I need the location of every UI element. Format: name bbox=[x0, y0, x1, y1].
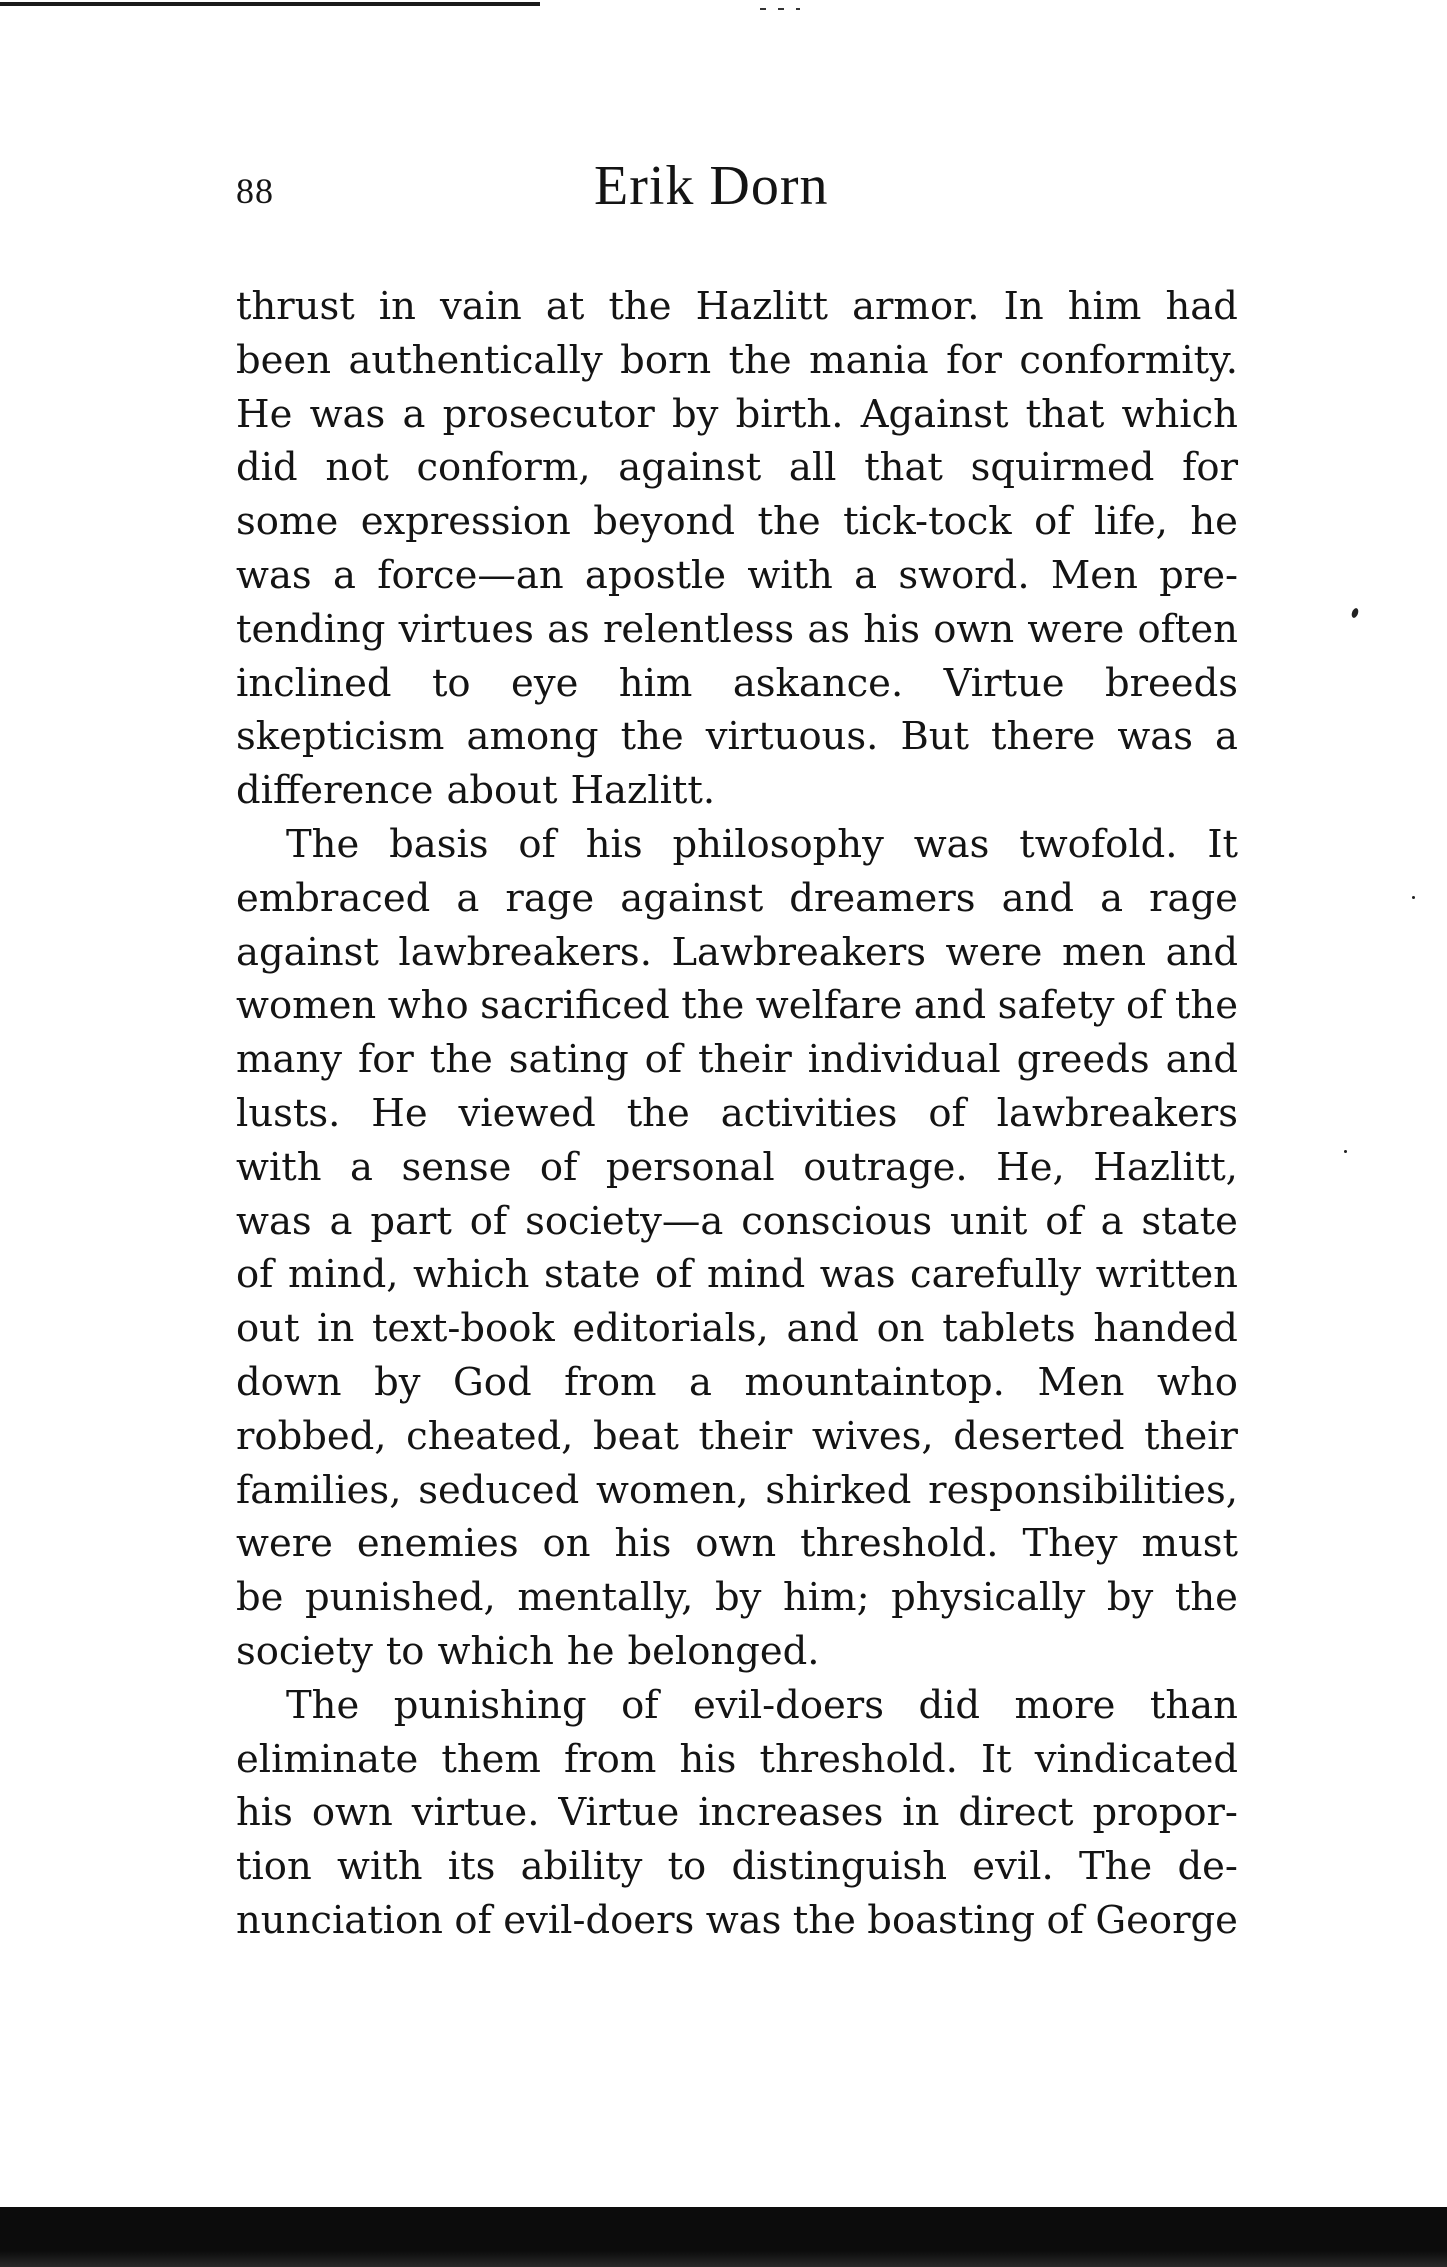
word: conscious bbox=[741, 1198, 933, 1244]
word: of bbox=[644, 1037, 683, 1083]
word: against bbox=[236, 929, 379, 975]
word: welfare bbox=[755, 983, 903, 1029]
word: safety bbox=[997, 983, 1115, 1029]
word: belonged. bbox=[627, 1628, 820, 1674]
word: and bbox=[786, 1306, 859, 1352]
word: the bbox=[1174, 983, 1238, 1029]
word: handed bbox=[1093, 1306, 1238, 1352]
word: the bbox=[429, 1037, 493, 1083]
word: The bbox=[286, 1682, 360, 1728]
word: his bbox=[614, 1521, 672, 1567]
word: who bbox=[1156, 1359, 1238, 1405]
word: as bbox=[807, 606, 851, 652]
word: difference bbox=[236, 768, 434, 814]
word: own bbox=[311, 1790, 393, 1836]
word: authentically bbox=[348, 337, 603, 383]
word: evil-doers bbox=[693, 1682, 884, 1728]
word: by bbox=[714, 1575, 762, 1621]
scan-bottom-bar bbox=[0, 2207, 1447, 2251]
word: Lawbreakers bbox=[671, 929, 926, 975]
word: of bbox=[655, 1252, 693, 1298]
word: The bbox=[1078, 1844, 1153, 1890]
word: families, bbox=[236, 1467, 402, 1513]
word: been bbox=[236, 337, 332, 383]
word: were bbox=[236, 1521, 333, 1567]
scan-bottom-bar-edge bbox=[0, 2251, 1447, 2267]
word: of bbox=[539, 1144, 578, 1190]
word: responsibilities, bbox=[928, 1467, 1238, 1513]
word: physically bbox=[891, 1575, 1086, 1621]
text-line bbox=[236, 603, 1238, 657]
word: tending bbox=[236, 606, 386, 652]
word: direct bbox=[958, 1790, 1074, 1836]
word: expression bbox=[360, 499, 571, 545]
word: was bbox=[819, 1252, 896, 1298]
word: Hazlitt. bbox=[570, 768, 716, 814]
word: written bbox=[1095, 1252, 1238, 1298]
text-line bbox=[236, 1087, 1238, 1141]
word: seduced bbox=[418, 1467, 580, 1513]
word: a bbox=[1215, 714, 1238, 760]
word: de- bbox=[1177, 1844, 1238, 1890]
word: with bbox=[236, 1144, 322, 1190]
text-line bbox=[236, 1679, 1238, 1733]
running-head-title: Erik Dorn bbox=[594, 155, 829, 217]
word: personal bbox=[605, 1144, 775, 1190]
word: conform, bbox=[416, 445, 591, 491]
word: It bbox=[1207, 821, 1238, 867]
word: the bbox=[792, 1897, 856, 1943]
word: Virtue bbox=[558, 1790, 680, 1836]
word: of bbox=[1046, 1897, 1084, 1943]
word: by bbox=[1106, 1575, 1154, 1621]
word: in bbox=[317, 1306, 355, 1352]
word: which bbox=[413, 1252, 530, 1298]
word: women bbox=[236, 983, 377, 1029]
word: activities bbox=[720, 1090, 898, 1136]
text-line bbox=[236, 334, 1238, 388]
word: individual bbox=[807, 1037, 1001, 1083]
word: God bbox=[453, 1359, 532, 1405]
word: Men bbox=[1037, 1359, 1125, 1405]
text-line bbox=[236, 388, 1238, 442]
word: their bbox=[698, 1413, 793, 1459]
word: beat bbox=[593, 1413, 679, 1459]
word: eye bbox=[511, 660, 579, 706]
word: which bbox=[1121, 391, 1238, 437]
word: viewed bbox=[458, 1090, 596, 1136]
word: some bbox=[236, 499, 339, 545]
word: relentless bbox=[602, 606, 795, 652]
text-line bbox=[236, 710, 1238, 764]
word: of bbox=[1126, 983, 1164, 1029]
word: vindicated bbox=[1034, 1736, 1238, 1782]
word: thrust bbox=[236, 284, 355, 329]
word: evil-doers bbox=[503, 1897, 695, 1943]
word: more bbox=[1014, 1682, 1116, 1728]
word: his bbox=[585, 821, 643, 867]
word: him bbox=[618, 660, 693, 706]
word: and bbox=[1165, 929, 1238, 975]
word: enemies bbox=[356, 1521, 519, 1567]
word: and bbox=[1165, 1037, 1238, 1083]
word: he bbox=[1190, 499, 1238, 545]
word: Hazlitt, bbox=[1093, 1144, 1238, 1190]
word: out bbox=[236, 1306, 300, 1352]
word: threshold. bbox=[759, 1736, 958, 1782]
word: were bbox=[1027, 606, 1125, 652]
scan-speck bbox=[1350, 607, 1359, 618]
word: was bbox=[236, 552, 312, 598]
word: dreamers bbox=[789, 875, 976, 921]
word: many bbox=[236, 1037, 343, 1083]
word: life, bbox=[1093, 499, 1168, 545]
text-line bbox=[236, 1840, 1238, 1894]
word: askance. bbox=[732, 660, 904, 706]
word: of bbox=[1034, 499, 1072, 545]
word: a bbox=[689, 1359, 713, 1405]
word: in bbox=[378, 284, 416, 329]
word: embraced bbox=[236, 875, 431, 921]
word: pre- bbox=[1159, 552, 1238, 598]
word: own bbox=[933, 606, 1015, 652]
word: squirmed bbox=[970, 445, 1155, 491]
word: a bbox=[329, 1198, 353, 1244]
word: of bbox=[518, 821, 556, 867]
word: about bbox=[446, 768, 558, 814]
word: virtue. bbox=[411, 1790, 540, 1836]
word: was bbox=[913, 821, 990, 867]
word: him bbox=[1067, 284, 1142, 329]
word: sating bbox=[508, 1037, 629, 1083]
text-line bbox=[236, 1248, 1238, 1302]
scan-speck bbox=[1344, 1150, 1347, 1153]
word: prosecutor bbox=[442, 391, 655, 437]
word: shirked bbox=[765, 1467, 912, 1513]
word: carefully bbox=[910, 1252, 1082, 1298]
word: the bbox=[757, 499, 821, 545]
word: not bbox=[325, 445, 389, 491]
word: breeds bbox=[1104, 660, 1238, 706]
word: the bbox=[620, 714, 684, 760]
word: the bbox=[626, 1090, 690, 1136]
word: propor- bbox=[1092, 1790, 1238, 1836]
word: did bbox=[918, 1682, 981, 1728]
word: his bbox=[679, 1736, 737, 1782]
word: editorials, bbox=[572, 1306, 769, 1352]
word: women, bbox=[596, 1467, 749, 1513]
word: ability bbox=[520, 1844, 643, 1890]
word: deserted bbox=[953, 1413, 1125, 1459]
word: by bbox=[672, 391, 719, 437]
text-line bbox=[236, 1571, 1238, 1625]
word: virtues bbox=[398, 606, 534, 652]
word: born bbox=[620, 337, 712, 383]
word: conformity. bbox=[1019, 337, 1238, 383]
word: the bbox=[728, 337, 792, 383]
word: unit bbox=[950, 1198, 1028, 1244]
word: was bbox=[705, 1897, 782, 1943]
word: distinguish bbox=[731, 1844, 948, 1890]
word: against bbox=[620, 875, 764, 921]
word: increases bbox=[698, 1790, 884, 1836]
text-line bbox=[236, 441, 1238, 495]
scan-speck bbox=[1412, 896, 1415, 899]
word: of bbox=[1045, 1198, 1083, 1244]
word: inclined bbox=[236, 660, 392, 706]
word: beyond bbox=[593, 499, 736, 545]
text-line bbox=[236, 1410, 1238, 1464]
text-line bbox=[236, 280, 1238, 334]
word: them bbox=[441, 1736, 541, 1782]
word: must bbox=[1141, 1521, 1238, 1567]
word: vain bbox=[440, 284, 522, 329]
word: text-book bbox=[371, 1306, 555, 1352]
word: mountaintop. bbox=[744, 1359, 1005, 1405]
word: evil. bbox=[972, 1844, 1054, 1890]
word: of bbox=[454, 1897, 492, 1943]
word: part bbox=[370, 1198, 452, 1244]
word: apostle bbox=[584, 552, 727, 598]
text-line bbox=[236, 1464, 1238, 1518]
word: to bbox=[667, 1844, 707, 1890]
word: wives, bbox=[811, 1413, 934, 1459]
text-line bbox=[236, 872, 1238, 926]
word: basis bbox=[389, 821, 489, 867]
text-line bbox=[236, 818, 1238, 872]
word: sword. bbox=[898, 552, 1030, 598]
word: But bbox=[900, 714, 970, 760]
word: his bbox=[236, 1790, 293, 1836]
word: eliminate bbox=[236, 1736, 419, 1782]
word: was bbox=[1117, 714, 1193, 760]
word: which bbox=[437, 1628, 554, 1674]
word: nunciation bbox=[236, 1897, 443, 1943]
word: in bbox=[902, 1790, 940, 1836]
text-line bbox=[236, 1302, 1238, 1356]
word: The bbox=[286, 821, 360, 867]
word: his bbox=[863, 606, 921, 652]
text-line bbox=[236, 764, 1238, 818]
word: with bbox=[337, 1844, 423, 1890]
word: birth. bbox=[735, 391, 844, 437]
word: cheated, bbox=[406, 1413, 574, 1459]
word: rage bbox=[505, 875, 595, 921]
word: was bbox=[236, 1198, 312, 1244]
word: of bbox=[621, 1682, 659, 1728]
text-line bbox=[236, 495, 1238, 549]
text-line bbox=[236, 1033, 1238, 1087]
text-line bbox=[236, 926, 1238, 980]
word: virtuous. bbox=[705, 714, 879, 760]
word: who bbox=[387, 983, 469, 1029]
word: for bbox=[946, 337, 1002, 383]
word: lusts. bbox=[236, 1090, 341, 1136]
word: Against bbox=[860, 391, 1009, 437]
word: threshold. bbox=[800, 1521, 999, 1567]
word: mind, bbox=[287, 1252, 399, 1298]
word: him; bbox=[782, 1575, 870, 1621]
word: twofold. bbox=[1019, 821, 1178, 867]
word: rage bbox=[1149, 875, 1238, 921]
word: on bbox=[876, 1306, 925, 1352]
word: philosophy bbox=[672, 821, 884, 867]
word: men bbox=[1061, 929, 1147, 975]
word: a bbox=[854, 552, 878, 598]
word: punishing bbox=[393, 1682, 587, 1728]
word: of bbox=[469, 1198, 508, 1244]
word: from bbox=[564, 1736, 657, 1782]
word: their bbox=[698, 1037, 792, 1083]
text-line bbox=[236, 1733, 1238, 1787]
word: and bbox=[913, 983, 987, 1029]
word: a bbox=[402, 391, 426, 437]
word: the bbox=[681, 983, 745, 1029]
word: had bbox=[1165, 284, 1238, 329]
word: mind bbox=[706, 1252, 806, 1298]
word: and bbox=[1001, 875, 1074, 921]
word: their bbox=[1144, 1413, 1238, 1459]
page-number: 88 bbox=[236, 171, 274, 211]
word: It bbox=[980, 1736, 1012, 1782]
text-line bbox=[236, 1517, 1238, 1571]
word: of bbox=[236, 1252, 274, 1298]
text-line bbox=[236, 657, 1238, 711]
word: often bbox=[1137, 606, 1238, 652]
word: against bbox=[618, 445, 762, 491]
word: society—a bbox=[525, 1198, 724, 1244]
word: outrage. bbox=[803, 1144, 968, 1190]
word: sacrificed bbox=[480, 983, 670, 1029]
word: that bbox=[864, 445, 943, 491]
word: skepticism bbox=[236, 714, 445, 760]
word: by bbox=[374, 1359, 421, 1405]
word: Men bbox=[1050, 552, 1138, 598]
page-header bbox=[0, 150, 1447, 230]
word: robbed, bbox=[236, 1413, 387, 1459]
word: to bbox=[431, 660, 471, 706]
word: In bbox=[1003, 284, 1044, 329]
word: society bbox=[236, 1628, 373, 1674]
word: Hazlitt bbox=[695, 284, 828, 329]
word: a bbox=[1100, 875, 1124, 921]
word: as bbox=[547, 606, 590, 652]
text-line bbox=[236, 979, 1238, 1033]
word: among bbox=[466, 714, 599, 760]
word: tick-tock bbox=[843, 499, 1012, 545]
word: was bbox=[309, 391, 386, 437]
word: with bbox=[747, 552, 833, 598]
word: on bbox=[542, 1521, 591, 1567]
text-line bbox=[236, 1894, 1238, 1948]
word: lawbreakers. bbox=[398, 929, 652, 975]
text-line bbox=[236, 549, 1238, 603]
word: lawbreakers bbox=[996, 1090, 1238, 1136]
word: tion bbox=[236, 1844, 312, 1890]
word: George bbox=[1095, 1897, 1238, 1943]
word: for bbox=[1182, 445, 1238, 491]
word: for bbox=[357, 1037, 414, 1083]
word: its bbox=[447, 1844, 496, 1890]
word: mania bbox=[809, 337, 929, 383]
word: there bbox=[991, 714, 1096, 760]
word: greeds bbox=[1016, 1037, 1150, 1083]
word: force—an bbox=[377, 552, 564, 598]
word: Virtue bbox=[943, 660, 1065, 706]
text-line bbox=[236, 1141, 1238, 1195]
text-line bbox=[236, 1786, 1238, 1840]
word: state bbox=[1141, 1198, 1238, 1244]
word: to bbox=[385, 1628, 425, 1674]
word: a bbox=[350, 1144, 374, 1190]
text-line bbox=[236, 1195, 1238, 1249]
word: armor. bbox=[852, 284, 980, 329]
word: He bbox=[371, 1090, 428, 1136]
word: own bbox=[695, 1521, 777, 1567]
word: from bbox=[564, 1359, 657, 1405]
word: were bbox=[945, 929, 1043, 975]
word: the bbox=[608, 284, 672, 329]
scan-top-rule bbox=[0, 2, 540, 6]
word: sense bbox=[401, 1144, 512, 1190]
word: the bbox=[1174, 1575, 1238, 1621]
word: all bbox=[788, 445, 837, 491]
word: did bbox=[236, 445, 298, 491]
text-line bbox=[236, 1625, 1238, 1679]
word: punished, bbox=[305, 1575, 496, 1621]
word: that bbox=[1025, 391, 1105, 437]
word: of bbox=[928, 1090, 966, 1136]
word: tablets bbox=[942, 1306, 1076, 1352]
word: a bbox=[1100, 1198, 1124, 1244]
word: They bbox=[1022, 1521, 1118, 1567]
word: be bbox=[236, 1575, 284, 1621]
text-line bbox=[236, 1356, 1238, 1410]
word: than bbox=[1149, 1682, 1238, 1728]
word: state bbox=[544, 1252, 641, 1298]
word: at bbox=[545, 284, 585, 329]
word: down bbox=[236, 1359, 342, 1405]
word: a bbox=[456, 875, 480, 921]
word: boasting bbox=[867, 1897, 1036, 1943]
word: mentally, bbox=[517, 1575, 694, 1621]
word: He, bbox=[996, 1144, 1065, 1190]
scan-top-specks bbox=[760, 8, 800, 10]
word: he bbox=[566, 1628, 615, 1674]
word: He bbox=[236, 391, 293, 437]
body-text bbox=[236, 280, 1238, 1948]
word: a bbox=[332, 552, 356, 598]
